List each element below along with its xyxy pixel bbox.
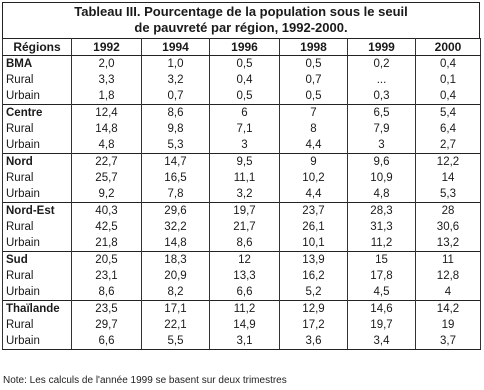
region-row (3, 203, 481, 220)
row-label: Urbain (3, 235, 72, 252)
value-cell: 5,2 (280, 284, 348, 301)
row-label: Thaïlande (3, 301, 72, 318)
value-cell: 3,4 (348, 333, 416, 350)
value-cell: 3,2 (142, 72, 210, 88)
value-cell: 23,1 (72, 268, 142, 284)
table-container (2, 2, 480, 350)
row-label: Rural (3, 121, 72, 137)
table-row (3, 72, 481, 88)
row-label: Centre (3, 105, 72, 122)
table-row (3, 268, 481, 284)
value-cell: 0,1 (416, 72, 481, 88)
value-cell: 11,2 (348, 235, 416, 252)
value-cell: 8,6 (210, 235, 280, 252)
value-cell: 0,5 (210, 88, 280, 105)
header-year: 1992 (72, 39, 142, 56)
table-row (3, 219, 481, 235)
value-cell: 3 (348, 137, 416, 154)
title-line-1: Tableau III. Pourcentage de la population sous le seuil (74, 4, 408, 19)
row-label: Rural (3, 72, 72, 88)
table-row (3, 137, 481, 154)
value-cell: 17,1 (142, 301, 210, 318)
value-cell: 20,9 (142, 268, 210, 284)
value-cell: 26,1 (280, 219, 348, 235)
value-cell: 23,7 (280, 203, 348, 220)
value-cell: 14 (416, 170, 481, 186)
row-label: Rural (3, 268, 72, 284)
value-cell: 7,9 (348, 121, 416, 137)
footnote: Note: Les calculs de l'année 1999 se basent sur deux trimestres (3, 375, 287, 386)
table-row (3, 186, 481, 203)
value-cell: 30,6 (416, 219, 481, 235)
value-cell: 28 (416, 203, 481, 220)
value-cell: 29,7 (72, 317, 142, 333)
region-row (3, 154, 481, 171)
value-cell: 14,8 (142, 235, 210, 252)
value-cell: 16,2 (280, 268, 348, 284)
value-cell: 18,3 (142, 252, 210, 269)
value-cell: 8,2 (142, 284, 210, 301)
value-cell: 22,7 (72, 154, 142, 171)
value-cell: 5,4 (416, 105, 481, 122)
value-cell: 19,7 (348, 317, 416, 333)
value-cell: 12,9 (280, 301, 348, 318)
value-cell: 12 (210, 252, 280, 269)
value-cell: 17,2 (280, 317, 348, 333)
value-cell: 12,2 (416, 154, 481, 171)
value-cell: 8,6 (142, 105, 210, 122)
value-cell: 3,7 (416, 333, 481, 350)
region-row (3, 105, 481, 122)
value-cell: 0,5 (210, 56, 280, 73)
row-label: Urbain (3, 186, 72, 203)
value-cell: 40,3 (72, 203, 142, 220)
value-cell: 29,6 (142, 203, 210, 220)
value-cell: 19,7 (210, 203, 280, 220)
value-cell: 0,4 (416, 88, 481, 105)
value-cell: 9,2 (72, 186, 142, 203)
table-row (3, 284, 481, 301)
header-year: 2000 (416, 39, 481, 56)
value-cell: 31,3 (348, 219, 416, 235)
row-label: Urbain (3, 284, 72, 301)
table-row (3, 235, 481, 252)
value-cell: 28,3 (348, 203, 416, 220)
value-cell: 11,2 (210, 301, 280, 318)
value-cell: 14,8 (72, 121, 142, 137)
header-year: 1998 (280, 39, 348, 56)
value-cell: 21,7 (210, 219, 280, 235)
value-cell: 32,2 (142, 219, 210, 235)
value-cell: 3,6 (280, 333, 348, 350)
value-cell: 3,1 (210, 333, 280, 350)
value-cell: 13,9 (280, 252, 348, 269)
value-cell: 0,7 (280, 72, 348, 88)
value-cell: 1,8 (72, 88, 142, 105)
value-cell: 15 (348, 252, 416, 269)
value-cell: 4,4 (280, 137, 348, 154)
value-cell: 9 (280, 154, 348, 171)
row-label: Nord (3, 154, 72, 171)
value-cell: 23,5 (72, 301, 142, 318)
region-row (3, 252, 481, 269)
value-cell: 4,8 (72, 137, 142, 154)
value-cell: 0,4 (416, 56, 481, 73)
value-cell: 9,6 (348, 154, 416, 171)
value-cell: 25,7 (72, 170, 142, 186)
value-cell: 4,8 (348, 186, 416, 203)
value-cell: 2,7 (416, 137, 481, 154)
value-cell: 11,1 (210, 170, 280, 186)
value-cell: 10,1 (280, 235, 348, 252)
value-cell: 4 (416, 284, 481, 301)
value-cell: 6 (210, 105, 280, 122)
header-year: 1994 (142, 39, 210, 56)
value-cell: 8 (280, 121, 348, 137)
value-cell: 10,9 (348, 170, 416, 186)
value-cell: 13,2 (416, 235, 481, 252)
table-title (2, 2, 480, 38)
value-cell: 11 (416, 252, 481, 269)
value-cell: 20,5 (72, 252, 142, 269)
table-body (3, 56, 481, 350)
row-label: Urbain (3, 88, 72, 105)
region-row (3, 56, 481, 73)
value-cell: 6,6 (72, 333, 142, 350)
value-cell: 4,5 (348, 284, 416, 301)
row-label: Rural (3, 170, 72, 186)
value-cell: 12,4 (72, 105, 142, 122)
value-cell: 6,6 (210, 284, 280, 301)
value-cell: 5,5 (142, 333, 210, 350)
value-cell: 3,3 (72, 72, 142, 88)
value-cell: 14,7 (142, 154, 210, 171)
value-cell: 13,3 (210, 268, 280, 284)
value-cell: 12,8 (416, 268, 481, 284)
title-line-2: de pauvreté par région, 1992-2000. (134, 20, 348, 35)
value-cell: ... (348, 72, 416, 88)
value-cell: 0,4 (210, 72, 280, 88)
value-cell: 9,8 (142, 121, 210, 137)
value-cell: 2,0 (72, 56, 142, 73)
region-row (3, 301, 481, 318)
header-year: 1996 (210, 39, 280, 56)
value-cell: 7 (280, 105, 348, 122)
value-cell: 0,5 (280, 56, 348, 73)
value-cell: 5,3 (142, 137, 210, 154)
value-cell: 14,9 (210, 317, 280, 333)
row-label: Rural (3, 219, 72, 235)
value-cell: 16,5 (142, 170, 210, 186)
value-cell: 17,8 (348, 268, 416, 284)
value-cell: 1,0 (142, 56, 210, 73)
table-row (3, 170, 481, 186)
row-label: Nord-Est (3, 203, 72, 220)
value-cell: 7,8 (142, 186, 210, 203)
value-cell: 42,5 (72, 219, 142, 235)
row-label: Urbain (3, 333, 72, 350)
table-row (3, 121, 481, 137)
value-cell: 10,2 (280, 170, 348, 186)
value-cell: 14,2 (416, 301, 481, 318)
value-cell: 3,2 (210, 186, 280, 203)
value-cell: 0,5 (280, 88, 348, 105)
poverty-table (2, 38, 481, 350)
table-row (3, 333, 481, 350)
row-label: BMA (3, 56, 72, 73)
value-cell: 5,3 (416, 186, 481, 203)
value-cell: 6,5 (348, 105, 416, 122)
value-cell: 7,1 (210, 121, 280, 137)
header-row (3, 39, 481, 56)
value-cell: 0,7 (142, 88, 210, 105)
value-cell: 0,3 (348, 88, 416, 105)
value-cell: 9,5 (210, 154, 280, 171)
row-label: Rural (3, 317, 72, 333)
row-label: Sud (3, 252, 72, 269)
value-cell: 0,2 (348, 56, 416, 73)
value-cell: 21,8 (72, 235, 142, 252)
value-cell: 4,4 (280, 186, 348, 203)
value-cell: 14,6 (348, 301, 416, 318)
value-cell: 8,6 (72, 284, 142, 301)
value-cell: 3 (210, 137, 280, 154)
row-label: Urbain (3, 137, 72, 154)
value-cell: 19 (416, 317, 481, 333)
header-regions: Régions (3, 39, 72, 56)
header-year: 1999 (348, 39, 416, 56)
value-cell: 6,4 (416, 121, 481, 137)
table-row (3, 88, 481, 105)
table-row (3, 317, 481, 333)
value-cell: 22,1 (142, 317, 210, 333)
